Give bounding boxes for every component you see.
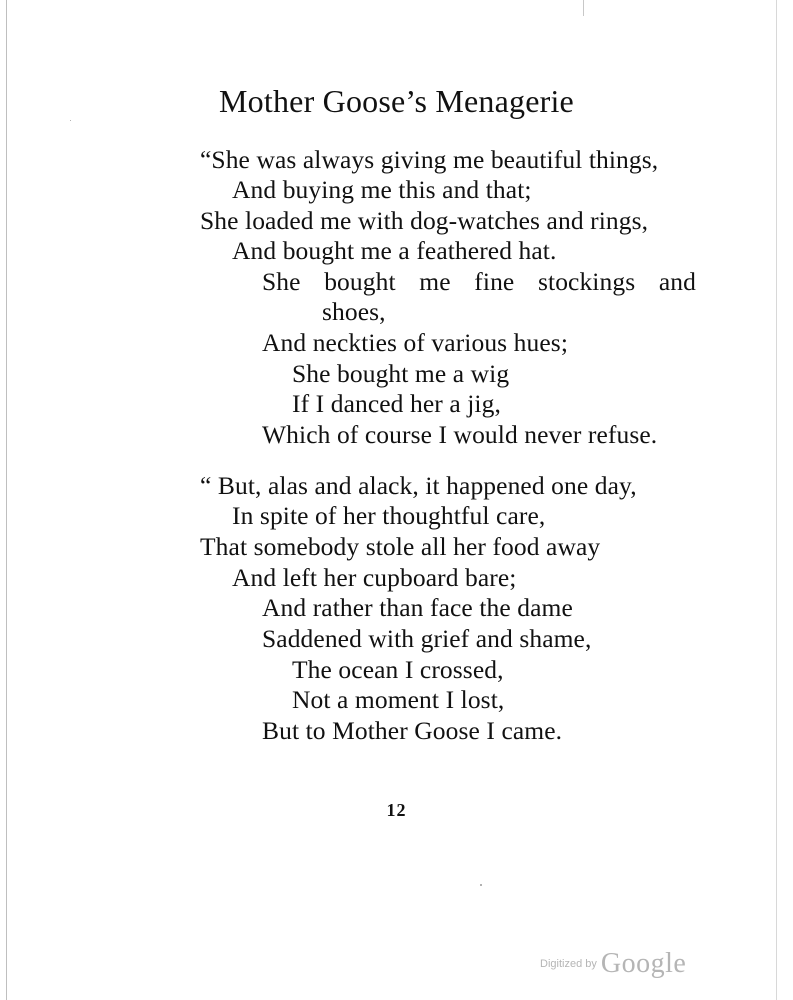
poem-line: The ocean I crossed, bbox=[292, 655, 504, 684]
poem-line: And rather than face the dame bbox=[262, 593, 573, 622]
poem-line: In spite of her thoughtful care, bbox=[232, 501, 546, 530]
poem-line: And bought me a feathered hat. bbox=[232, 236, 557, 265]
page-right-edge bbox=[776, 0, 777, 1000]
poem-line: And neckties of various hues; bbox=[262, 328, 568, 357]
poem-line: And buying me this and that; bbox=[232, 175, 532, 204]
poem-line: She bought me fine stockings and bbox=[262, 267, 696, 296]
page-left-edge bbox=[6, 0, 7, 1000]
page-top-mark bbox=[583, 0, 584, 16]
poem-line: She loaded me with dog-watches and rings, bbox=[200, 206, 649, 235]
poem-line: “ But, alas and alack, it happened one day, bbox=[200, 471, 637, 500]
poem-line: If I danced her a jig, bbox=[292, 389, 501, 418]
poem-line: Saddened with grief and shame, bbox=[262, 624, 592, 653]
digitized-by-google-watermark bbox=[540, 948, 686, 980]
poem-line: Which of course I would never refuse. bbox=[262, 420, 658, 449]
watermark-prefix: Digitized by bbox=[540, 958, 597, 970]
poem-line: Not a moment I lost, bbox=[292, 685, 505, 714]
page-title: Mother Goose’s Menagerie bbox=[219, 83, 574, 119]
poem-line: That somebody stole all her food away bbox=[200, 532, 601, 561]
google-logo: Google bbox=[600, 948, 687, 979]
poem-line: shoes, bbox=[322, 297, 386, 326]
poem-line: And left her cupboard bare; bbox=[232, 563, 517, 592]
page-number: 12 bbox=[386, 800, 407, 820]
paper-speck bbox=[70, 120, 71, 121]
poem-line: “She was always giving me beautiful things, bbox=[200, 145, 659, 174]
poem-line: She bought me a wig bbox=[292, 359, 510, 388]
poem-line: But to Mother Goose I came. bbox=[262, 716, 563, 745]
paper-speck bbox=[480, 884, 482, 886]
